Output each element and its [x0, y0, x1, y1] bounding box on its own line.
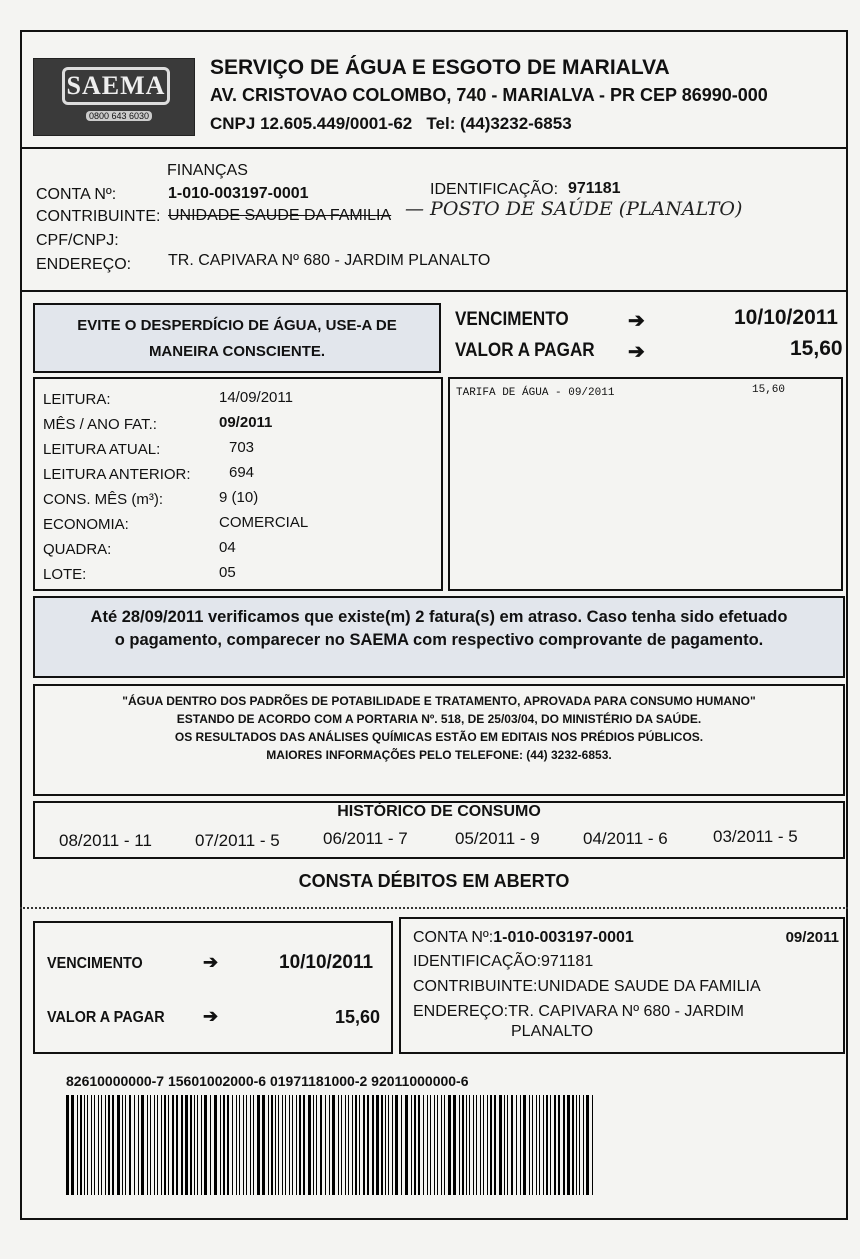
barcode-bar [125, 1095, 126, 1195]
barcode-bar [414, 1095, 416, 1195]
amount-value: 15,60 [790, 337, 843, 360]
barcode-bar [352, 1095, 353, 1195]
reading-value: 05 [219, 564, 236, 581]
reading-label: QUADRA: [43, 541, 112, 558]
reading-row [43, 416, 157, 433]
barcode-bar [164, 1095, 166, 1195]
barcode-bar [338, 1095, 339, 1195]
barcode-bar [94, 1095, 95, 1195]
stub-account-box [399, 917, 845, 1054]
barcode-bar [466, 1095, 467, 1195]
open-debts-title: CONSTA DÉBITOS EM ABERTO [298, 871, 570, 891]
reading-label: ECONOMIA: [43, 516, 129, 533]
reading-label: CONS. MÊS (m³): [43, 491, 163, 508]
barcode-bar [204, 1095, 207, 1195]
barcode-bar [345, 1095, 346, 1195]
barcode-bar [507, 1095, 508, 1195]
barcode-bar [227, 1095, 229, 1195]
due-date-arrow: ➔ [628, 310, 645, 332]
stub-address-line-2: PLANALTO [511, 1023, 594, 1040]
barcode-bar [592, 1095, 593, 1195]
barcode-bar [91, 1095, 92, 1195]
barcode-bar [268, 1095, 269, 1195]
barcode-bar [185, 1095, 188, 1195]
barcode-bar [558, 1095, 560, 1195]
barcode-bar [275, 1095, 276, 1195]
reading-label: LEITURA: [43, 391, 111, 408]
barcode-bar [320, 1095, 322, 1195]
barcode-bar [480, 1095, 481, 1195]
quality-line-1: "ÁGUA DENTRO DOS PADRÕES DE POTABILIDADE E TRATAMENTO, APROVADA PARA CONSUMO HUMANO" [122, 694, 756, 708]
barcode-bar [150, 1095, 151, 1195]
barcode-bar [134, 1095, 135, 1195]
quality-line-3: OS RESULTADOS DAS ANÁLISES QUÍMICAS ESTÃO EM EDITAIS NOS PRÉDIOS PÚBLICOS. [174, 730, 704, 744]
barcode-bar [278, 1095, 279, 1195]
reading-row [43, 566, 86, 583]
barcode-number: 82610000000-7 15601002000-6 01971181000-2 92011000000-6 [66, 1073, 469, 1089]
barcode-bar [71, 1095, 74, 1195]
barcode-bar [292, 1095, 293, 1195]
due-date-label: VENCIMENTO [455, 309, 569, 330]
barcode-bar [567, 1095, 570, 1195]
reading-value: 9 (10) [219, 489, 259, 506]
saema-logo [33, 58, 195, 136]
barcode-bar [289, 1095, 290, 1195]
overdue-notice [33, 596, 845, 678]
address-value: TR. CAPIVARA Nº 680 - JARDIM PLANALTO [168, 252, 491, 269]
stub-due-date-label: VENCIMENTO [47, 955, 143, 972]
barcode-bar [117, 1095, 120, 1195]
barcode-bar [476, 1095, 477, 1195]
reading-details [33, 377, 443, 591]
barcode-bar [101, 1095, 102, 1195]
stub-contributor: CONTRIBUINTE:UNIDADE SAUDE DA FAMILIA [413, 978, 761, 995]
notice-line-2: MANEIRA CONSCIENTE. [148, 343, 326, 360]
account-label: CONTA Nº: [36, 186, 117, 203]
barcode-bar [423, 1095, 424, 1195]
barcode-bar [147, 1095, 148, 1195]
barcode-bar [112, 1095, 114, 1195]
stub-identification: IDENTIFICAÇÃO:971181 [413, 953, 594, 970]
barcode-bar [223, 1095, 225, 1195]
overdue-line-2: o pagamento, comparecer no SAEMA com respectivo comprovante de pagamento. [114, 631, 764, 649]
notice-line-1: EVITE O DESPERDÍCIO DE ÁGUA, USE-A DE [77, 317, 397, 334]
barcode-bar [499, 1095, 502, 1195]
barcode-bar [87, 1095, 88, 1195]
barcode-bar [372, 1095, 374, 1195]
barcode-bar [543, 1095, 544, 1195]
barcode-bar [546, 1095, 548, 1195]
reading-row [43, 491, 163, 508]
company-name: SERVIÇO DE ÁGUA E ESGOTO DE MARIALVA [210, 56, 670, 79]
barcode-bar [329, 1095, 330, 1195]
barcode-bar [392, 1095, 393, 1195]
history-title: HISTÓRICO DE CONSUMO [337, 803, 541, 820]
barcode-bar [437, 1095, 438, 1195]
barcode-bar [232, 1095, 233, 1195]
account-number: 1-010-003197-0001 [168, 185, 309, 202]
stub-amount-label: VALOR A PAGAR [47, 1009, 165, 1026]
reading-row [43, 466, 191, 483]
charge-item: TARIFA DE ÁGUA - 09/2011 [456, 387, 615, 399]
barcode-bar [282, 1095, 283, 1195]
barcode-bar [138, 1095, 139, 1195]
amount-arrow: ➔ [628, 341, 645, 363]
stub-account-number: 1-010-003197-0001 [493, 929, 634, 946]
overdue-line-1: Até 28/09/2011 verificamos que existe(m) 2 fatura(s) em atraso. Caso tenha sido efetuado [90, 608, 788, 626]
conserve-water-notice [33, 303, 441, 373]
barcode-bar [108, 1095, 110, 1195]
barcode-bar [448, 1095, 451, 1195]
barcode-bar [243, 1095, 244, 1195]
barcode-bar [236, 1095, 237, 1195]
barcode-bar [80, 1095, 82, 1195]
barcode-bar [520, 1095, 521, 1195]
barcode-bar [341, 1095, 342, 1195]
barcode-bar [405, 1095, 408, 1195]
barcode-bar [176, 1095, 178, 1195]
barcode-bar [473, 1095, 474, 1195]
barcode-bar [181, 1095, 183, 1195]
barcode-bar [441, 1095, 442, 1195]
reading-value: 04 [219, 539, 236, 556]
amount-label: VALOR A PAGAR [455, 340, 595, 361]
history-item: 08/2011 - 11 [59, 831, 152, 850]
barcode-bar [299, 1095, 301, 1195]
barcode-bar [572, 1095, 574, 1195]
stub-address-line-1: ENDEREÇO:TR. CAPIVARA Nº 680 - JARDIM [413, 1003, 744, 1020]
due-date-value: 10/10/2011 [734, 306, 838, 329]
barcode-bar [239, 1095, 240, 1195]
contributor-label: CONTRIBUINTE: [36, 208, 161, 225]
barcode-bar [494, 1095, 496, 1195]
barcode-bar [411, 1095, 412, 1195]
barcode-bar [348, 1095, 349, 1195]
barcode-bar [250, 1095, 251, 1195]
reading-value: COMERCIAL [219, 514, 309, 531]
barcode-bar [262, 1095, 265, 1195]
reading-label: MÊS / ANO FAT.: [43, 416, 157, 433]
barcode-bar [359, 1095, 360, 1195]
reading-value: 694 [229, 464, 255, 481]
barcode-bar [172, 1095, 174, 1195]
stub-due-date-arrow: ➔ [203, 952, 219, 972]
barcode-bar [583, 1095, 584, 1195]
charge-amount: 15,60 [752, 384, 786, 396]
quality-line-2: ESTANDO DE ACORDO COM A PORTARIA Nº. 518, DE 25/03/04, DO MINISTÉRIO DA SAÚDE. [176, 712, 702, 726]
barcode-bar [529, 1095, 530, 1195]
water-quality-notice [33, 684, 845, 796]
barcode-bar [434, 1095, 435, 1195]
barcode-bar [122, 1095, 123, 1195]
reading-row [43, 391, 111, 408]
reading-value: 703 [229, 439, 255, 456]
barcode-bar [401, 1095, 402, 1195]
barcode-bar [385, 1095, 386, 1195]
identification-label: IDENTIFICAÇÃO: [430, 181, 559, 198]
barcode-bar [201, 1095, 202, 1195]
barcode-bar [381, 1095, 383, 1195]
barcode-bar [66, 1095, 69, 1195]
barcode-bar [444, 1095, 445, 1195]
barcode-bar [550, 1095, 551, 1195]
barcode-bar [77, 1095, 78, 1195]
barcode-bar [168, 1095, 169, 1195]
barcode-bar [210, 1095, 211, 1195]
barcode-bar [516, 1095, 517, 1195]
barcode-bar [253, 1095, 254, 1195]
barcode-bar [536, 1095, 537, 1195]
barcode [66, 1095, 596, 1195]
quality-line-4: MAIORES INFORMAÇÕES PELO TELEFONE: (44) 3232-6853. [266, 748, 612, 762]
barcode-bar [296, 1095, 297, 1195]
barcode-bar [367, 1095, 369, 1195]
barcode-bar [214, 1095, 217, 1195]
reading-label: LEITURA ATUAL: [43, 441, 161, 458]
stub-amount-value: 15,60 [335, 1007, 381, 1027]
barcode-bar [395, 1095, 398, 1195]
barcode-bar [586, 1095, 589, 1195]
barcode-bar [430, 1095, 431, 1195]
history-item: 06/2011 - 7 [323, 829, 408, 848]
barcode-bar [313, 1095, 314, 1195]
barcode-bar [579, 1095, 580, 1195]
barcode-bar [483, 1095, 484, 1195]
reading-row [43, 541, 111, 558]
barcode-bar [157, 1095, 158, 1195]
barcode-bar [257, 1095, 260, 1195]
barcode-bar [363, 1095, 365, 1195]
barcode-bar [197, 1095, 198, 1195]
stub-account-row [413, 929, 634, 947]
barcode-bar [376, 1095, 379, 1195]
barcode-bar [459, 1095, 460, 1195]
logo-text: SAEMA [66, 71, 166, 100]
barcode-bar [554, 1095, 556, 1195]
barcode-bar [105, 1095, 106, 1195]
barcode-bar [308, 1095, 311, 1195]
barcode-bar [462, 1095, 464, 1195]
barcode-bar [325, 1095, 326, 1195]
address-label: ENDEREÇO: [36, 256, 132, 273]
barcode-bar [141, 1095, 144, 1195]
stub-account-label: CONTA Nº: [413, 929, 494, 946]
cpf-label: CPF/CNPJ: [36, 232, 119, 249]
barcode-bar [539, 1095, 540, 1195]
barcode-bar [388, 1095, 389, 1195]
reading-row [43, 516, 129, 533]
logo-subtext: 0800 643 6030 [86, 111, 152, 121]
barcode-bar [194, 1095, 195, 1195]
stub-period: 09/2011 [785, 929, 839, 946]
consumption-history [33, 801, 845, 859]
company-address: AV. CRISTOVAO COLOMBO, 740 - MARIALVA - PR CEP 86990-000 [210, 85, 768, 105]
barcode-bar [511, 1095, 513, 1195]
history-item: 04/2011 - 6 [583, 829, 668, 848]
reading-row [43, 441, 160, 458]
barcode-bar [154, 1095, 155, 1195]
stub-payment-box [33, 921, 393, 1054]
barcode-bar [490, 1095, 492, 1195]
identification-value: 971181 [568, 180, 621, 197]
barcode-bar [161, 1095, 162, 1195]
barcode-bar [190, 1095, 192, 1195]
barcode-bar [563, 1095, 565, 1195]
barcode-bar [303, 1095, 305, 1195]
reading-label: LOTE: [43, 566, 87, 583]
barcode-bar [220, 1095, 221, 1195]
stub-amount-arrow: ➔ [203, 1006, 219, 1026]
barcode-bar [84, 1095, 85, 1195]
barcode-bar [285, 1095, 286, 1195]
barcode-bar [532, 1095, 533, 1195]
history-item: 05/2011 - 9 [455, 829, 540, 848]
company-cnpj-phone: CNPJ 12.605.449/0001-62 Tel: (44)3232-6853 [210, 114, 572, 133]
info-divider [20, 290, 848, 292]
barcode-bar [427, 1095, 428, 1195]
reading-label: LEITURA ANTERIOR: [43, 466, 191, 483]
barcode-bar [453, 1095, 456, 1195]
cut-line [20, 907, 848, 909]
barcode-bar [523, 1095, 526, 1195]
barcode-bar [418, 1095, 420, 1195]
reading-value: 14/09/2011 [219, 389, 293, 406]
barcode-bar [98, 1095, 99, 1195]
history-item: 03/2011 - 5 [713, 827, 798, 846]
barcode-bar [332, 1095, 335, 1195]
barcode-bar [246, 1095, 247, 1195]
stub-due-date-value: 10/10/2011 [279, 952, 374, 973]
charges-panel [448, 377, 843, 591]
department: FINANÇAS [167, 162, 248, 179]
barcode-bar [355, 1095, 357, 1195]
barcode-bar [576, 1095, 577, 1195]
barcode-bar [469, 1095, 470, 1195]
contributor-value: UNIDADE SAUDE DA FAMILIA [168, 207, 392, 224]
barcode-bar [316, 1095, 317, 1195]
handwritten-note: — POSTO DE SAÚDE (PLANALTO) [405, 198, 743, 220]
barcode-bar [271, 1095, 273, 1195]
history-item: 07/2011 - 5 [195, 831, 280, 850]
barcode-bar [504, 1095, 505, 1195]
barcode-bar [487, 1095, 488, 1195]
reading-value: 09/2011 [219, 414, 273, 431]
barcode-bar [129, 1095, 131, 1195]
header-divider [20, 147, 848, 149]
